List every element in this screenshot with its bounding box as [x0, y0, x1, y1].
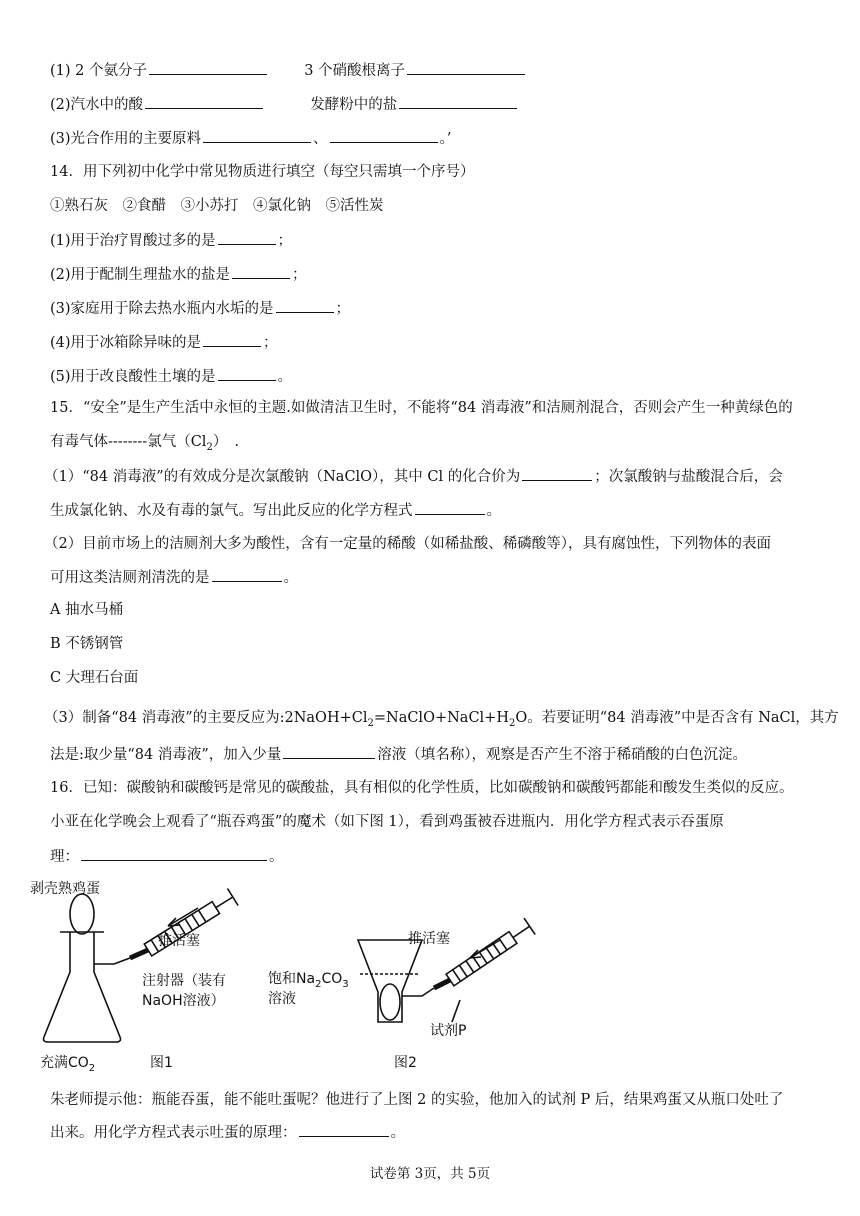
text: ；: [335, 301, 351, 317]
answer-blank[interactable]: [399, 94, 517, 109]
page-footer: 试卷第 3页，共 5页: [369, 1166, 491, 1182]
answer-blank[interactable]: [203, 332, 261, 347]
label-syringe-1: 注射器（装有: [142, 973, 226, 989]
question-16-line5: [50, 1122, 405, 1143]
text: 可用这类洁厕剂清洗的是: [50, 570, 210, 586]
question-15-line2: [50, 432, 239, 458]
line-q13-2: [50, 94, 519, 115]
text: 3 个硝酸根离子: [304, 63, 406, 79]
line-q13-1: [50, 60, 527, 81]
text: 法是:取少量“84 消毒液”，加入少量: [50, 747, 282, 763]
subscript: 2: [88, 1062, 96, 1074]
subscript: 2: [206, 441, 213, 453]
text: （1）“84 消毒液”的有效成分是次氯酸钠（NaClO），其中 Cl 的化合价为: [44, 469, 521, 485]
text: (1) 2 个氨分子: [50, 63, 147, 79]
option-c: C 大理石台面: [50, 670, 139, 686]
text: 有毒气体--------氯气（Cl: [50, 434, 207, 450]
figure-1-caption: 图1: [150, 1055, 173, 1071]
answer-blank[interactable]: [330, 128, 438, 143]
text: 。’: [439, 131, 452, 147]
line-q14-2: [50, 264, 307, 285]
question-15-line1: 15．“安全”是生产生活中永恒的主题.如做清洁卫生时，不能将“84 消毒液”和洁厕剂混合，否则会产生一种黄绿色的: [50, 400, 793, 416]
answer-blank[interactable]: [145, 94, 263, 109]
text: 理：: [50, 849, 79, 865]
subscript: 2: [367, 717, 374, 729]
text: 。: [390, 1125, 405, 1141]
answer-blank[interactable]: [299, 1122, 389, 1137]
text: (2)汽水中的酸: [50, 97, 144, 113]
text: 、: [313, 131, 328, 147]
answer-blank[interactable]: [522, 466, 592, 481]
text: (5)用于改良酸性土壤的是: [50, 369, 216, 385]
answer-blank[interactable]: [232, 264, 290, 279]
answer-blank[interactable]: [212, 567, 282, 582]
text: 饱和Na: [268, 971, 316, 987]
option-a: A 抽水马桶: [50, 602, 124, 618]
label-syringe-2: NaOH溶液）: [142, 993, 225, 1009]
answer-blank[interactable]: [415, 500, 485, 515]
label-co2: [40, 1052, 95, 1074]
text: （3）制备“84 消毒液”的主要反应为:: [44, 710, 285, 726]
answer-blank[interactable]: [218, 366, 276, 381]
line-q14-3: [50, 298, 350, 319]
eq-part: 2NaOH+Cl: [284, 710, 368, 726]
text: ；: [292, 267, 307, 283]
text: 。: [277, 369, 293, 385]
label-push-1: 推活塞: [158, 933, 200, 949]
question-15-2-line2: [50, 567, 298, 588]
equation: [284, 710, 528, 729]
answer-blank[interactable]: [149, 60, 267, 75]
line-q14-4: [50, 332, 278, 353]
answer-blank[interactable]: [203, 128, 311, 143]
question-15-1-line1: [44, 466, 783, 487]
text: 溶液（填名称），观察是否产生不溶于稀硝酸的白色沉淀。: [377, 747, 748, 763]
question-14: 14．用下列初中化学中常见物质进行填空（每空只需填一个序号）: [50, 164, 475, 180]
text: 发酵粉中的盐: [310, 97, 398, 113]
question-15-3-line1: [44, 708, 839, 734]
answer-blank[interactable]: [283, 744, 375, 759]
label-push-2: 推活塞: [408, 931, 450, 947]
answer-blank[interactable]: [81, 846, 267, 861]
question-16-line4: 朱老师提示他：瓶能吞蛋，能不能吐蛋呢？他进行了上图 2 的实验，他加入的试剂 P 后，结果鸡蛋又从瓶口处吐了: [50, 1092, 784, 1108]
label-solution: 溶液: [268, 991, 296, 1007]
text: 。若要证明“84 消毒液”中是否含有 NaCl，其方: [527, 710, 839, 726]
eq-part: O: [515, 710, 528, 726]
text: ；: [277, 233, 293, 249]
question-16-line2: 小亚在化学晚会上观看了“瓶吞鸡蛋”的魔术（如下图 1），看到鸡蛋被吞进瓶内．用化学方程式表示吞蛋原: [50, 814, 724, 830]
subscript: 2: [315, 978, 322, 990]
text: 。: [269, 849, 284, 865]
label-egg: 剥壳熟鸡蛋: [30, 881, 100, 897]
text: 。: [283, 570, 298, 586]
line-q13-3: [50, 128, 451, 149]
question-15-3-line2: [50, 744, 747, 765]
text: 出来。用化学方程式表示吐蛋的原理：: [50, 1125, 297, 1141]
subscript: 2: [508, 717, 516, 729]
text: (3)光合作用的主要原料: [50, 131, 202, 147]
line-q14-5: [50, 366, 292, 387]
question-16-line3: [50, 846, 284, 867]
option-b: B 不锈钢管: [50, 636, 124, 652]
question-16-line1: 16．已知：碳酸钠和碳酸钙是常见的碳酸盐，具有相似的化学性质，比如碳酸钠和碳酸钙都能和酸发生类似的反应。: [50, 780, 794, 796]
answer-blank[interactable]: [407, 60, 525, 75]
text: ） .: [212, 434, 240, 450]
label-saturated: [268, 968, 349, 990]
text: (1)用于治疗胃酸过多的是: [50, 233, 216, 249]
question-14-options: ①熟石灰 ②食醋 ③小苏打 ④氯化钠 ⑤活性炭: [50, 198, 384, 214]
text: ；: [263, 335, 278, 351]
text: 充满CO: [40, 1055, 89, 1071]
text: 。: [486, 503, 501, 519]
text: (4)用于冰箱除异味的是: [50, 335, 202, 351]
subscript: 3: [342, 978, 349, 990]
label-reagent-p: 试剂P: [430, 1023, 467, 1039]
text: ；次氯酸钠与盐酸混合后，会: [594, 469, 783, 485]
experiment-figure: [30, 872, 570, 1082]
text: CO: [321, 971, 343, 987]
answer-blank[interactable]: [218, 230, 276, 245]
text: 生成氯化钠、水及有毒的氯气。写出此反应的化学方程式: [50, 503, 413, 519]
line-q14-1: [50, 230, 292, 251]
question-15-2-line1: （2）目前市场上的洁厕剂大多为酸性，含有一定量的稀酸（如稀盐酸、稀磷酸等），具有腐蚀性，下列物体的表面: [44, 536, 771, 552]
figure-2-caption: 图2: [394, 1055, 417, 1071]
text: (3)家庭用于除去热水瓶内水垢的是: [50, 301, 274, 317]
question-15-1-line2: [50, 500, 501, 521]
text: (2)用于配制生理盐水的盐是: [50, 267, 231, 283]
eq-part: =NaClO+NaCl+H: [373, 710, 509, 726]
answer-blank[interactable]: [276, 298, 334, 313]
